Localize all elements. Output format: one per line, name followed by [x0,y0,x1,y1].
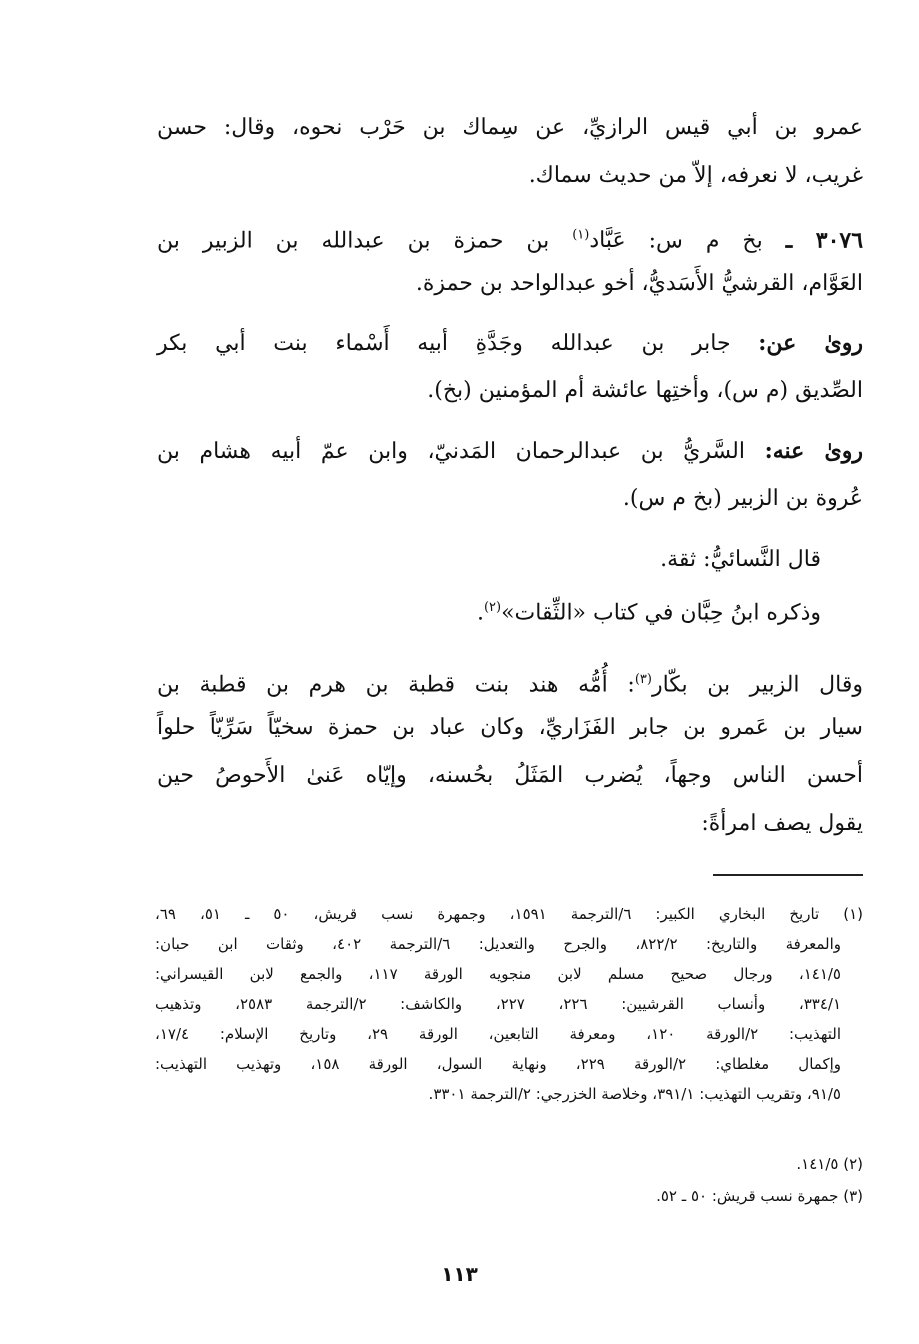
footnote-line: ٣٣٤/١، وأنساب القرشيين: ٢٢٦، ٢٢٧، والكاشف: ٢/الترجمة ٢٥٨٣، وتذهيب [155,995,841,1013]
footnote-divider [713,874,863,876]
narrated-by-line [157,431,863,472]
narrated-from-line [157,323,863,364]
footnote-ref-3: (٣) [634,672,652,687]
footnote-ref-1: (١) [572,228,590,243]
text-line: يقول يصف امرأةً: [701,811,863,836]
ibn-hibban-text: وذكره ابنُ حِبَّان في كتاب «الثِّقات» [501,600,821,626]
ibn-hibban-end: . [476,600,484,626]
narrated-by-text: السَّريُّ بن عبدالرحمان المَدنيّ، وابن عمّ أبيه هشام بن [157,439,745,464]
footnote-line: والمعرفة والتاريخ: ٨٢٢/٢، والجرح والتعديل: ٦/الترجمة ٤٠٢، وثقات ابن حبان: [155,935,841,953]
text-line: غريب، لا نعرفه، إلاّ من حديث سماك. [528,163,863,188]
text-line: الصِّديق (م س)، وأختِها عائشة أم المؤمنين (بخ). [427,378,863,403]
text-line: قال النَّسائيُّ: ثقة. [660,547,821,572]
footnote-line: (١) تاريخ البخاري الكبير: ٦/الترجمة ١٥٩١، وجمهرة نسب قريش، ٥٠ ـ ٥١، ٦٩، [155,905,863,923]
zubayr-rest: : أُمُّه هند بنت قطبة بن هرم بن قطبة بن [157,672,635,698]
text-line: العَوَّام، القرشيُّ الأَسَديُّ، أخو عبدالواحد بن حمزة. [415,271,863,296]
page-number: ١١٣ [441,1262,478,1286]
entry-name-text: عَبَّاد [589,228,626,254]
entry-lineage: بن حمزة بن عبدالله بن الزبير بن [157,228,550,254]
text-line: أحسن الناس وجهاً، يُضرب المَثَلُ بحُسنه، وإيّاه عَنىٰ الأَحوصُ حين [157,763,863,788]
footnote-line: وإكمال مغلطاي: ٢/الورقة ٢٢٩، ونهاية السول، الورقة ١٥٨، وتهذيب التهذيب: [155,1055,841,1073]
narrated-from-text: جابر بن عبدالله وجَدَّةِ أبيه أَسْماء بنت أبي بكر [157,331,731,356]
footnote-line: ١٤١/٥، ورجال صحيح مسلم لابن منجويه الورقة ١١٧، والجمع لابن القيسراني: [155,965,841,983]
narrated-from-label: روىٰ عن: [758,330,864,356]
footnote-line: (٢) ١٤١/٥. [796,1155,863,1173]
footnote-ref-2: (٢) [483,600,502,615]
ibn-hibban-line [157,588,821,633]
entry-name [572,228,625,253]
entry-heading-line [157,216,863,261]
text-line: عُروة بن الزبير (بخ م س). [622,486,863,511]
zubayr-start: وقال الزبير بن بكّار [651,672,863,698]
text-line: عمرو بن أبي قيس الرازيِّ، عن سِماك بن حَرْب نحوه، وقال: حسن [157,115,863,140]
footnote-line: (٣) جمهرة نسب قريش: ٥٠ ـ ٥٢. [656,1187,863,1205]
entry-codes: بخ م س: [648,228,763,254]
footnote-line: ٩١/٥، وتقريب التهذيب: ٣٩١/١، وخلاصة الخزرجي: ٢/الترجمة ٣٣٠١. [428,1085,841,1103]
entry-number: ٣٠٧٦ ـ [785,227,864,254]
narrated-by-label: روىٰ عنه: [764,438,864,464]
text-line: سيار بن عَمرو بن جابر الفَزَاريِّ، وكان عباد بن حمزة سخيّاً سَرِّيّاً حلواً [157,715,863,740]
zubayr-line [157,660,863,705]
footnote-line: التهذيب: ٢/الورقة ١٢٠، ومعرفة التابعين، الورقة ٢٩، وتاريخ الإسلام: ١٧/٤، [155,1025,841,1043]
